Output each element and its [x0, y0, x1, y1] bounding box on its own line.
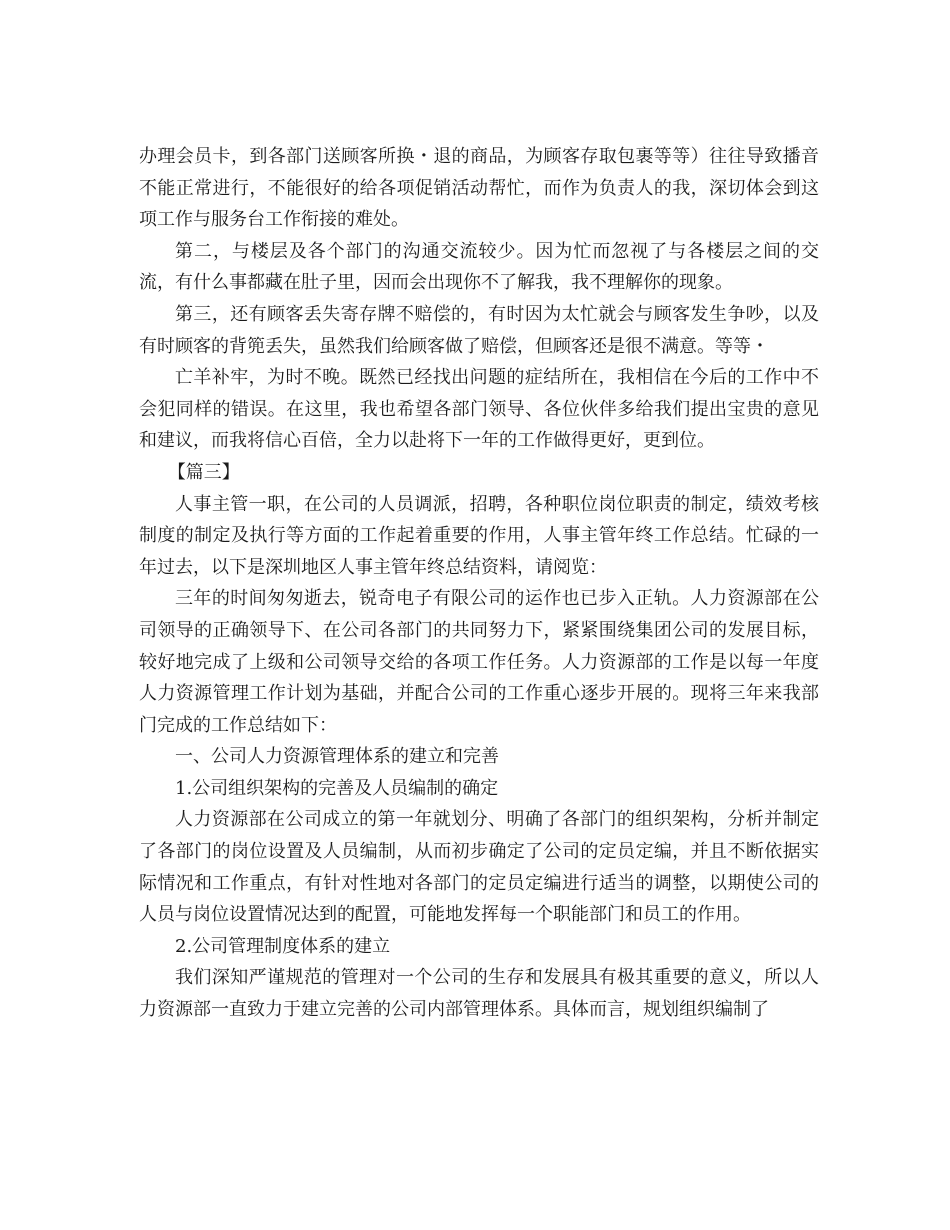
paragraph-improvement: 亡羊补牢，为时不晚。既然已经找出问题的症结所在，我相信在今后的工作中不会犯同样的错误。在这里，我也希望各部门领导、各位伙伴多给我们提出宝贵的意见和建议，而我将信心百倍，全力以赴将下一年的工作做得更好，更到位。 — [139, 367, 819, 452]
heading-org-structure: 1.公司组织架构的完善及人员编制的确定 — [175, 777, 499, 799]
heading-hr-system: 一、公司人力资源管理体系的建立和完善 — [175, 746, 499, 768]
paragraph-org-structure: 人力资源部在公司成立的第一年就划分、明确了各部门的组织架构，分析并制定了各部门的岗位设置及人员编制，从而初步确定了公司的定员定编，并且不断依据实际情况和工作重点，有针对性地对各部门的定员定编进行适当的调整，以期使公司的人员与岗位设置情况达到的配置，可能地发挥每一个职能部门和员工的作用。 — [139, 809, 819, 926]
paragraph-third-point: 第三，还有顾客丢失寄存牌不赔偿的，有时因为太忙就会与顾客发生争吵，以及有时顾客的背篼丢失，虽然我们给顾客做了赔偿，但顾客还是很不满意。等等・ — [139, 303, 819, 357]
section-heading-part-three: 【篇三】 — [167, 461, 240, 483]
heading-management-system: 2.公司管理制度体系的建立 — [175, 935, 391, 957]
document-body — [139, 141, 819, 1026]
paragraph-second-point: 第二，与楼层及各个部门的沟通交流较少。因为忙而忽视了与各楼层之间的交流，有什么事都藏在肚子里，因而会出现你不了解我，我不理解你的现象。 — [139, 240, 819, 294]
paragraph-hr-intro: 人事主管一职，在公司的人员调派，招聘，各种职位岗位职责的制定，绩效考核制度的制定及执行等方面的工作起着重要的作用，人事主管年终工作总结。忙碌的一年过去，以下是深圳地区人事主管年终总结资料，请阅览： — [139, 493, 819, 578]
paragraph-service-desk-continued: 办理会员卡，到各部门送顾客所换・退的商品，为顾客存取包裹等等）往往导致播音不能正常进行，不能很好的给各项促销活动帮忙，而作为负责人的我，深切体会到这项工作与服务台工作衔接的难处。 — [139, 146, 819, 231]
paragraph-management-system: 我们深知严谨规范的管理对一个公司的生存和发展具有极其重要的意义，所以人力资源部一直致力于建立完善的公司内部管理体系。具体而言，规划组织编制了 — [139, 967, 819, 1021]
paragraph-three-years: 三年的时间匆匆逝去，锐奇电子有限公司的运作也已步入正轨。人力资源部在公司领导的正确领导下、在公司各部门的共同努力下，紧紧围绕集团公司的发展目标，较好地完成了上级和公司领导交给的各项工作任务。人力资源部的工作是以每一年度人力资源管理工作计划为基础，并配合公司的工作重心逐步开展的。现将三年来我部门完成的工作总结如下： — [139, 588, 819, 736]
